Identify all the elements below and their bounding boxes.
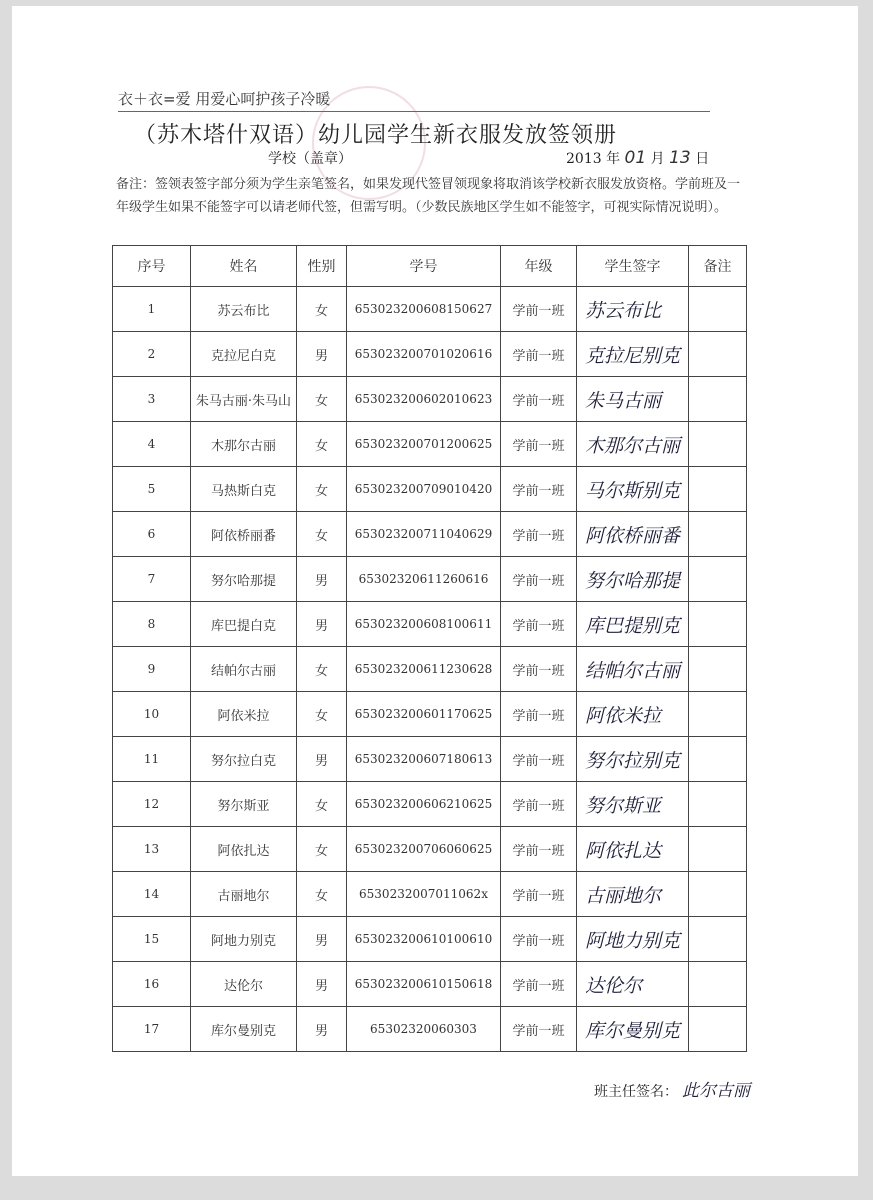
table-row — [113, 917, 747, 962]
student-grade: 学前一班 — [501, 467, 577, 512]
remark-cell — [689, 737, 747, 782]
student-id: 653023200610100610 — [347, 917, 501, 962]
student-grade: 学前一班 — [501, 737, 577, 782]
remark-cell — [689, 287, 747, 332]
student-name: 苏云布比 — [191, 287, 297, 332]
student-grade: 学前一班 — [501, 827, 577, 872]
student-grade: 学前一班 — [501, 557, 577, 602]
student-signature: 阿依扎达 — [577, 827, 689, 872]
table-row — [113, 737, 747, 782]
slogan: 衣＋衣=爱 用爱心呵护孩子冷暖 — [118, 90, 331, 108]
column-header: 年级 — [501, 246, 577, 287]
student-signature: 阿依米拉 — [577, 692, 689, 737]
remark-cell — [689, 332, 747, 377]
column-header: 学号 — [347, 246, 501, 287]
student-gender: 男 — [297, 1007, 347, 1052]
student-gender: 男 — [297, 332, 347, 377]
table-row — [113, 422, 747, 467]
student-id: 653023200606210625 — [347, 782, 501, 827]
student-gender: 男 — [297, 557, 347, 602]
teacher-signature: 此尔古丽 — [682, 1081, 750, 1101]
student-signature: 努尔哈那提 — [577, 557, 689, 602]
student-name: 阿依米拉 — [191, 692, 297, 737]
student-gender: 女 — [297, 377, 347, 422]
student-id: 653023200608100611 — [347, 602, 501, 647]
student-gender: 女 — [297, 512, 347, 557]
student-gender: 男 — [297, 962, 347, 1007]
column-header: 姓名 — [191, 246, 297, 287]
table-row — [113, 512, 747, 557]
student-gender: 女 — [297, 782, 347, 827]
row-number: 3 — [113, 377, 191, 422]
student-name: 木那尔古丽 — [191, 422, 297, 467]
student-id: 65302320060303 — [347, 1007, 501, 1052]
table-row — [113, 647, 747, 692]
row-number: 14 — [113, 872, 191, 917]
student-id: 653023200711040629 — [347, 512, 501, 557]
table-row — [113, 692, 747, 737]
student-signature: 努尔拉别克 — [577, 737, 689, 782]
student-grade: 学前一班 — [501, 422, 577, 467]
date-line — [566, 148, 709, 168]
student-id: 653023200611230628 — [347, 647, 501, 692]
table-row — [113, 467, 747, 512]
column-header: 性别 — [297, 246, 347, 287]
student-signature: 苏云布比 — [577, 287, 689, 332]
student-signature: 结帕尔古丽 — [577, 647, 689, 692]
table-row — [113, 602, 747, 647]
date-month: 01 — [624, 148, 647, 168]
student-grade: 学前一班 — [501, 647, 577, 692]
column-header: 学生签字 — [577, 246, 689, 287]
student-id: 653023200607180613 — [347, 737, 501, 782]
student-name: 朱马古丽·朱马山 — [191, 377, 297, 422]
student-name: 库巴提白克 — [191, 602, 297, 647]
student-id: 653023200709010420 — [347, 467, 501, 512]
student-gender: 女 — [297, 647, 347, 692]
date-year-unit: 年 — [606, 151, 621, 167]
student-grade: 学前一班 — [501, 1007, 577, 1052]
remark-cell — [689, 467, 747, 512]
row-number: 15 — [113, 917, 191, 962]
column-header: 序号 — [113, 246, 191, 287]
date-year: 2013 — [566, 151, 602, 167]
student-signature: 木那尔古丽 — [577, 422, 689, 467]
student-id: 653023200608150627 — [347, 287, 501, 332]
remark-cell — [689, 1007, 747, 1052]
remark-cell — [689, 827, 747, 872]
remark-cell — [689, 917, 747, 962]
table-row — [113, 557, 747, 602]
student-name: 结帕尔古丽 — [191, 647, 297, 692]
student-gender: 男 — [297, 602, 347, 647]
student-name: 达伦尔 — [191, 962, 297, 1007]
student-gender: 女 — [297, 467, 347, 512]
student-signature: 古丽地尔 — [577, 872, 689, 917]
remark-cell — [689, 872, 747, 917]
table-row — [113, 827, 747, 872]
remark-cell — [689, 557, 747, 602]
column-header: 备注 — [689, 246, 747, 287]
row-number: 16 — [113, 962, 191, 1007]
student-signature: 库尔曼别克 — [577, 1007, 689, 1052]
student-name: 努尔斯亚 — [191, 782, 297, 827]
student-name: 库尔曼别克 — [191, 1007, 297, 1052]
remark-cell — [689, 962, 747, 1007]
row-number: 17 — [113, 1007, 191, 1052]
table-row — [113, 287, 747, 332]
row-number: 2 — [113, 332, 191, 377]
page-title: （苏木塔什双语）幼儿园学生新衣服发放签领册 — [134, 123, 618, 148]
table-row — [113, 332, 747, 377]
remark-cell — [689, 422, 747, 467]
student-id: 65302320611260616 — [347, 557, 501, 602]
school-seal-label: 学校（盖章） — [268, 151, 352, 167]
student-grade: 学前一班 — [501, 962, 577, 1007]
remark-cell — [689, 602, 747, 647]
student-signature: 阿地力别克 — [577, 917, 689, 962]
student-grade: 学前一班 — [501, 782, 577, 827]
row-number: 12 — [113, 782, 191, 827]
student-grade: 学前一班 — [501, 377, 577, 422]
table-row — [113, 782, 747, 827]
student-id: 653023200602010623 — [347, 377, 501, 422]
date-month-unit: 月 — [650, 151, 665, 167]
student-grade: 学前一班 — [501, 512, 577, 557]
student-gender: 女 — [297, 692, 347, 737]
student-id: 653023200706060625 — [347, 827, 501, 872]
table-row — [113, 872, 747, 917]
roster-body — [113, 287, 747, 1052]
student-gender: 男 — [297, 917, 347, 962]
row-number: 10 — [113, 692, 191, 737]
student-name: 古丽地尔 — [191, 872, 297, 917]
student-gender: 女 — [297, 872, 347, 917]
student-name: 努尔哈那提 — [191, 557, 297, 602]
teacher-signature-label: 班主任签名： — [594, 1084, 678, 1100]
row-number: 13 — [113, 827, 191, 872]
remark-cell — [689, 692, 747, 737]
student-gender: 男 — [297, 737, 347, 782]
row-number: 8 — [113, 602, 191, 647]
student-id: 6530232007011062x — [347, 872, 501, 917]
student-name: 阿地力别克 — [191, 917, 297, 962]
student-grade: 学前一班 — [501, 602, 577, 647]
date-day-unit: 日 — [695, 151, 710, 167]
student-id: 653023200601170625 — [347, 692, 501, 737]
student-gender: 女 — [297, 827, 347, 872]
date-day: 13 — [669, 148, 691, 168]
student-grade: 学前一班 — [501, 872, 577, 917]
student-gender: 女 — [297, 422, 347, 467]
table-header-row — [113, 246, 747, 287]
row-number: 4 — [113, 422, 191, 467]
student-name: 阿依桥丽番 — [191, 512, 297, 557]
remark-cell — [689, 782, 747, 827]
student-grade: 学前一班 — [501, 287, 577, 332]
student-name: 努尔拉白克 — [191, 737, 297, 782]
row-number: 1 — [113, 287, 191, 332]
row-number: 7 — [113, 557, 191, 602]
student-id: 653023200701020616 — [347, 332, 501, 377]
remark-cell — [689, 647, 747, 692]
student-name: 马热斯白克 — [191, 467, 297, 512]
remarks-note: 备注：签领表签字部分须为学生亲笔签名，如果发现代签冒领现象将取消该学校新衣服发放资格。学前班及一年级学生如果不能签字可以请老师代签，但需写明。（少数民族地区学生如不能签字，可视实际情况说明）。 — [116, 177, 741, 215]
student-signature: 朱马古丽 — [577, 377, 689, 422]
student-name: 克拉尼白克 — [191, 332, 297, 377]
table-row — [113, 962, 747, 1007]
row-number: 11 — [113, 737, 191, 782]
row-number: 5 — [113, 467, 191, 512]
remark-cell — [689, 512, 747, 557]
student-id: 653023200701200625 — [347, 422, 501, 467]
row-number: 9 — [113, 647, 191, 692]
slogan-divider — [118, 111, 710, 112]
table-row — [113, 1007, 747, 1052]
roster-table — [112, 245, 747, 1052]
teacher-signature-line — [594, 1076, 750, 1101]
table-row — [113, 377, 747, 422]
student-grade: 学前一班 — [501, 332, 577, 377]
student-name: 阿依扎达 — [191, 827, 297, 872]
student-id: 653023200610150618 — [347, 962, 501, 1007]
student-signature: 库巴提别克 — [577, 602, 689, 647]
remark-cell — [689, 377, 747, 422]
student-signature: 达伦尔 — [577, 962, 689, 1007]
student-gender: 女 — [297, 287, 347, 332]
student-signature: 马尔斯别克 — [577, 467, 689, 512]
row-number: 6 — [113, 512, 191, 557]
student-grade: 学前一班 — [501, 917, 577, 962]
student-signature: 阿依桥丽番 — [577, 512, 689, 557]
student-grade: 学前一班 — [501, 692, 577, 737]
student-signature: 克拉尼别克 — [577, 332, 689, 377]
student-signature: 努尔斯亚 — [577, 782, 689, 827]
